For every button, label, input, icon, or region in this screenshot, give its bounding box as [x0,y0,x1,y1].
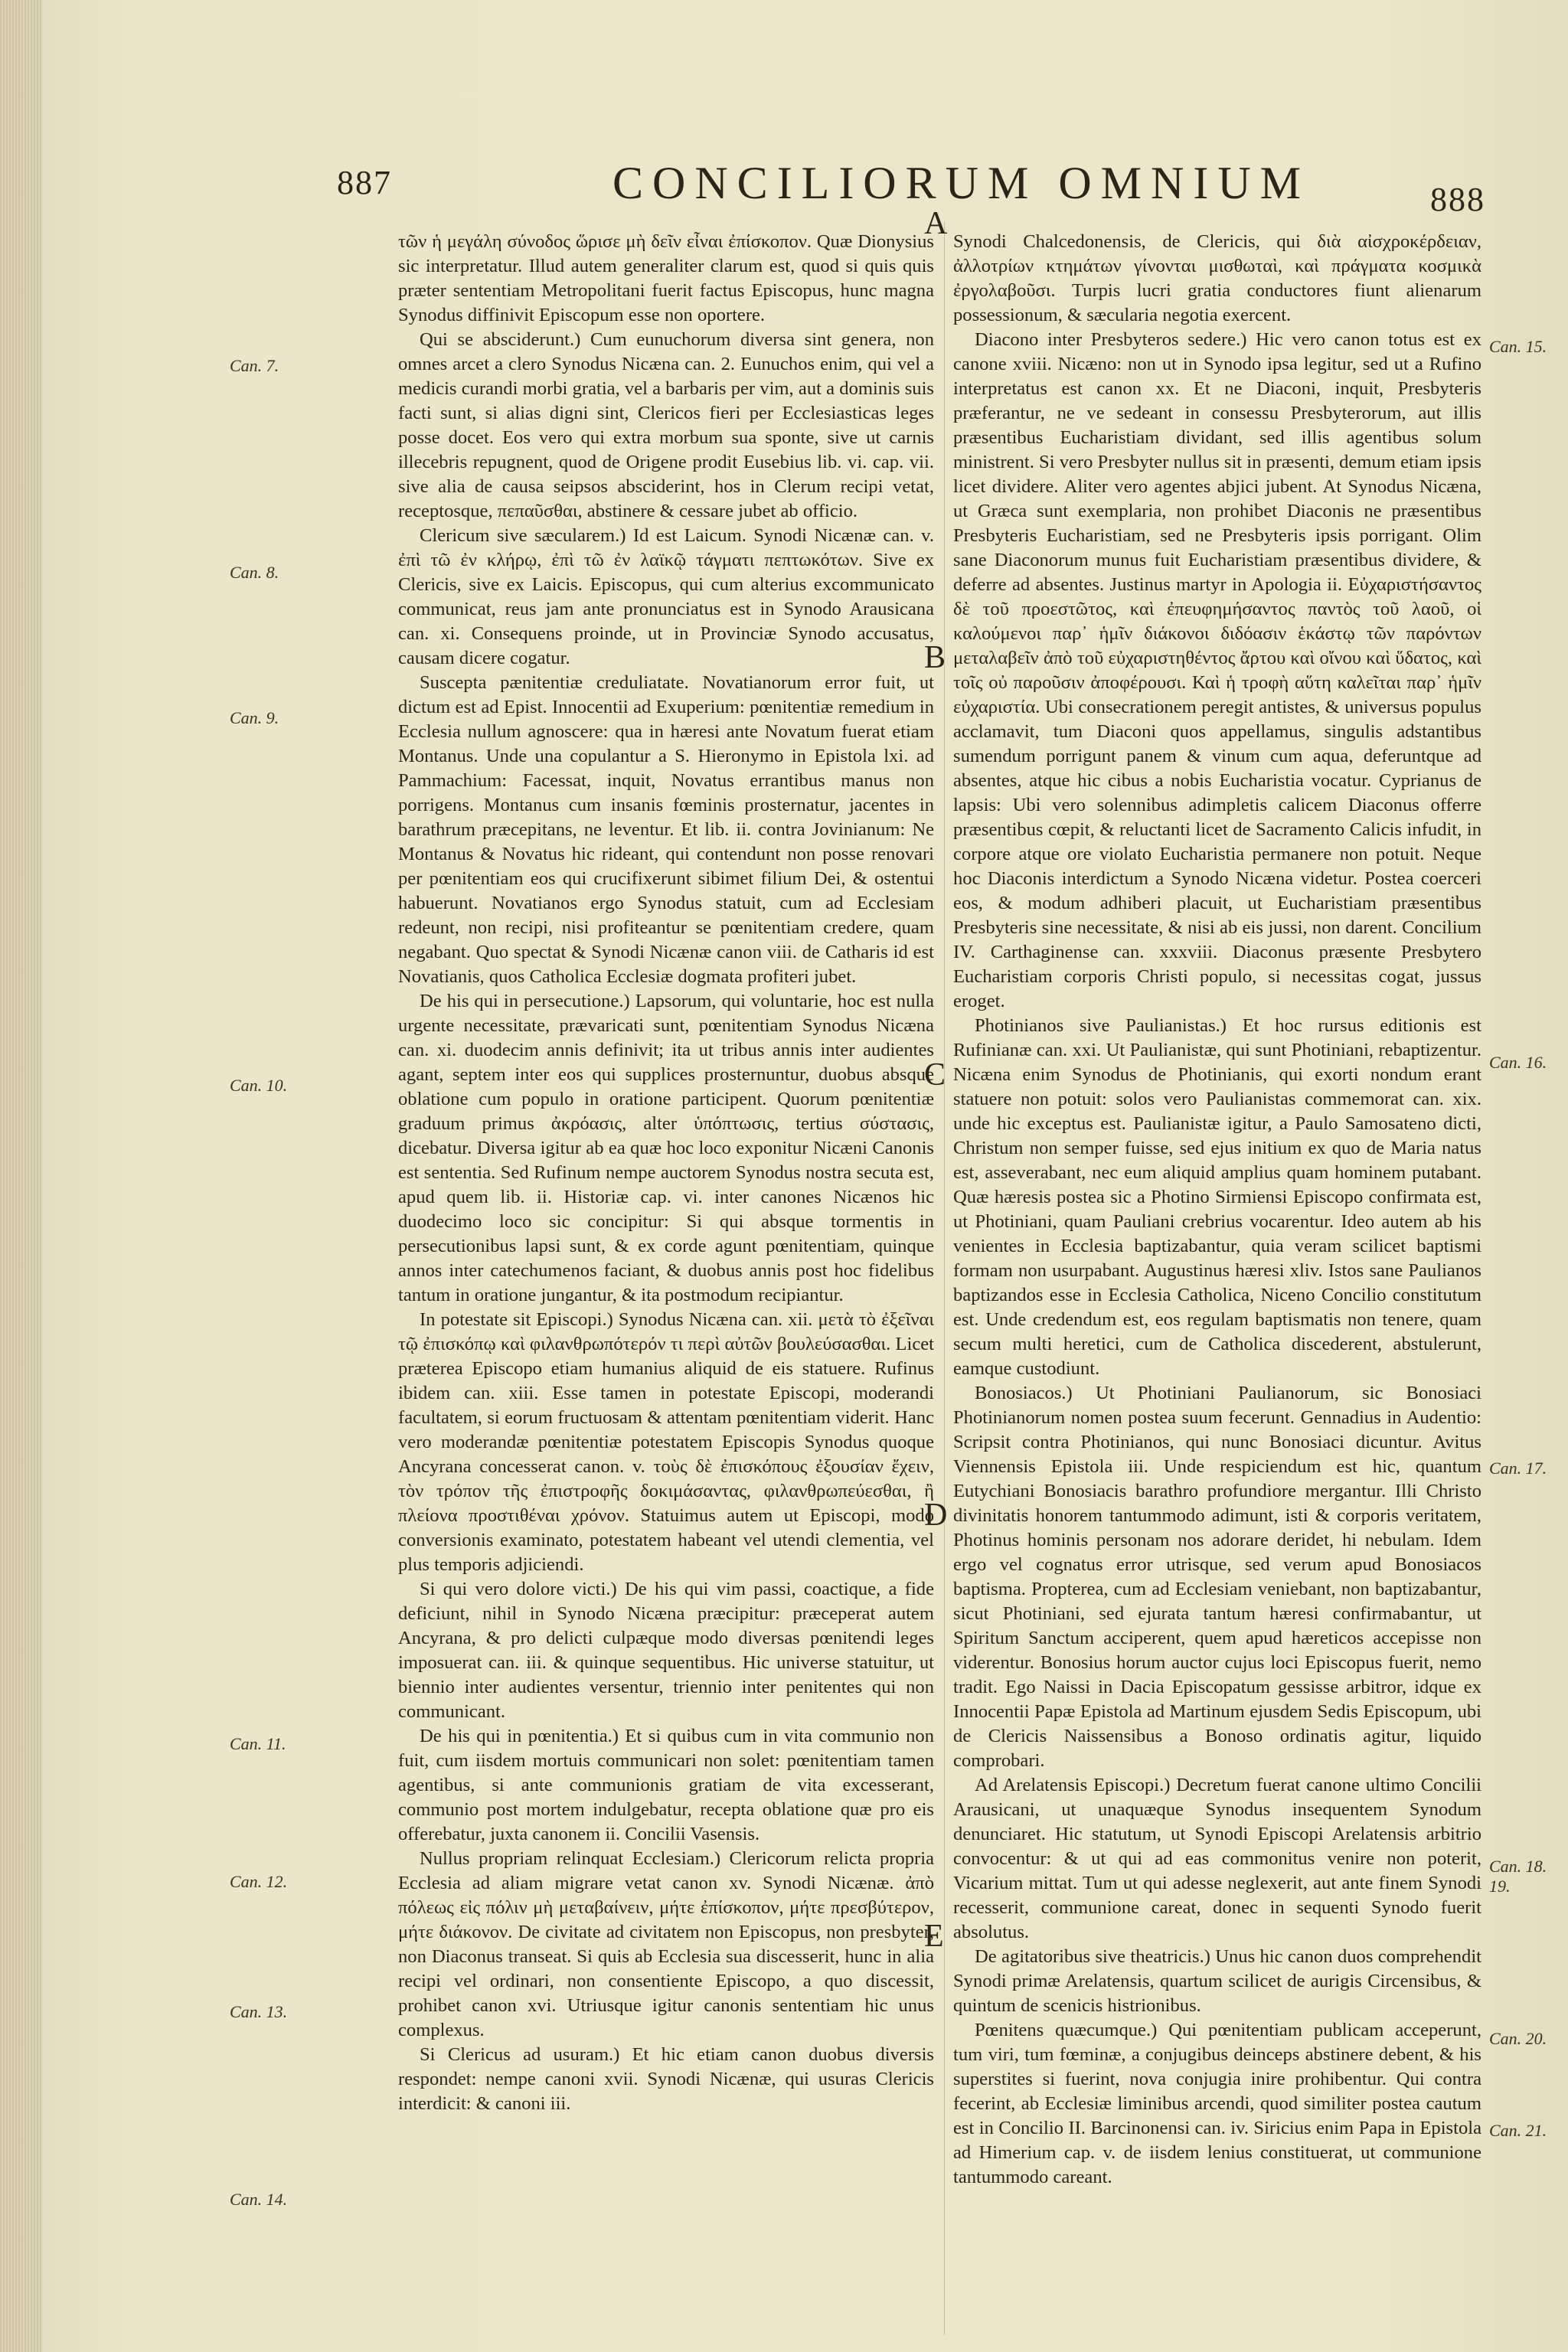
margin-canon-note: Can. 20. [1489,2029,1547,2048]
running-title: CONCILIORUM OMNIUM [612,158,1311,208]
margin-canon-note: Can. 7. [230,356,279,375]
page-stack-edge [0,0,41,2352]
margin-canon-note: Can. 13. [230,2002,288,2021]
paragraph: Pœnitens quæcumque.) Qui pœnitentiam publicam acceperunt, tum viri, tum fœminæ, a conjugibus deinceps abstinere debent, & his superstites si fuerint, nova conjugia inire prohibentur. Qui contra fecerint, ab Ecclesiæ liminibus arcendi, quod similiter postea cautum est in Concilio II. Barcinonensi can. iv. Siricius enim Papa in Epistola ad Himerium cap. v. de iisdem lenius constituerat, ut communione tantummodo careant. [953,2020,1481,2187]
margin-canon-note: Can. 21. [1489,2121,1547,2140]
paragraph: Bonosiacos.) Ut Photiniani Paulianorum, sic Bonosiaci Photinianorum nomen postea suum fecerunt. Gennadius in Audentio: Scripsit contra Photinianos, qui nunc Bonosiaci dicuntur. Avitus Viennensis Epistola iii. Unde respiciendum est hic, quantum Eutychiani Bonosiacis barathro profundiore mergantur. Illi Christo divinitatis honorem tantummodo adimunt, isti & corporis veritatem, Photinus hominis personam nos adorare deridet, hi nebulam. Idem ergo vel cognatus error utrisque, sed verum apud Bonosiacos baptisma. Propterea, cum ad Ecclesiam veniebant, non baptizabantur, sicut Photiniani, sed ejurata tantum hæresi confirmabantur, ut Spiritum Sanctum acciperent, quem apud hæreticos accepisse non viderentur. Bonosius horum auctor cujus loci Episcopus fuerit, nemo tradit. Ego Naissi in Dacia Episcopatum gessisse arbitror, idque ex Innocentii Papæ Epistola ad Martinum ejusdem Sedis Episcopum, ubi de Clericis Naissensibus a Bonoso ordinatis agitur, liquido comprobari. [953,1383,1481,1771]
paragraph: Suscepta pænitentiæ creduliatate. Novatianorum error fuit, ut dictum est ad Epist. Innocentii ad Exuperium: pœnitentiæ remedium in Ecclesia nullum agnoscere: qua in hæresi ante Novatum fuerat etiam Montanus. Unde una copulantur a S. Hieronymo in Epistola lxi. ad Pammachium: Facessat, inquit, Novatus errantibus manus non porrigens. Montanus cum insanis fœminis prosternatur, jacentes in barathrum præcepitans, ne leventur. Et lib. ii. contra Jovinianum: Ne Montanus & Novatus hic rideant, qui contendunt non posse renovari per pœnitentiam eos qui crucifixerunt sibimet filium Dei, & ostentui habuerunt. Novatianos ergo Synodus statuit, cum ad Ecclesiam redeunt, non recipi, nisi profiteantur se pœnitentiam credere, quam negabant. Quo spectat & Synodi Nicænæ canon viii. de Catharis id est Novatianis, quos Catholica Ecclesiæ dogmata profiteri jubet. [398,672,934,987]
margin-canon-note: Can. 11. [230,1734,286,1753]
paragraph: Si qui vero dolore victi.) De his qui vim passi, coactique, a fide deficiunt, nihil in Synodo Nicæna præcipitur: præceperat autem Ancyrana, & pro delicti culpæque modo diversas pœnitendi leges imposuerat can. iii. & quinque sequentibus. Hic universe statuitur, ut biennio inter audientes versentur, triennio inter penitentes qui non communicant. [398,1579,934,1722]
margin-canon-note: Can. 17. [1489,1459,1547,1478]
margin-canon-note: Can. 14. [230,2190,288,2209]
margin-canon-note: Can. 16. [1489,1053,1547,1072]
page-number-left: 887 [337,164,392,201]
margin-canon-note: Can. 18. 19. [1489,1857,1547,1896]
paragraph: Nullus propriam relinquat Ecclesiam.) Clericorum relicta propria Ecclesia ad aliam migrare vetat canon xv. Synodi Nicænæ. ἀπὸ πόλεως εἰς πόλιν μὴ μεταβαίνειν, μήτε ἐπίσκοπον, μήτε πρεσβύτερον, μήτε διάκονον. De civitate ad civitatem non Episcopus, non presbyter, non Diaconus transeat. Si quis ab Ecclesia sua discesserit, hunc in alia recipi vel ordinari, non consentiente Episcopo, a quo discessit, prohibet canon xvi. Utriusque igitur canonis sententiam hic unus complexus. [398,1848,934,2040]
page-number-right: 888 [1430,181,1485,218]
margin-canon-note: Can. 12. [230,1872,288,1891]
margin-canon-note: Can. 10. [230,1076,288,1095]
running-header [337,157,1485,226]
margin-canon-note: Can. 15. [1489,337,1547,356]
paragraph: Clericum sive sæcularem.) Id est Laicum. Synodi Nicænæ can. v. ἐπὶ τῶ ἐν κλήρῳ, ἐπὶ τῶ ἐν λαϊκῷ τάγματι πεπτωκότων. Sive ex Clericis, sive ex Laicis. Episcopus, qui cum alterius excommunicato communicat, reus jam ante pronunciatus est in Synodo Arausicana can. xi. Consequens proinde, ut in Provinciæ Synodo accusatus, causam dicere cogatur. [398,525,934,668]
section-letter: A [924,206,948,241]
paragraph: De his qui in pœnitentia.) Et si quibus cum in vita communio non fuit, cum iisdem mortuis communicari non solet: pœnitentiam tamen agentibus, si ante communionis gratiam de vita excesserant, communio post mortem indulgebatur, recepta oblatione quæ pro eis offerebatur, juxta canonem ii. Concilii Vasensis. [398,1726,934,1844]
paragraph: Diacono inter Presbyteros sedere.) Hic vero canon totus est ex canone xviii. Nicæno: non ut in Synodo ipsa legitur, sed ut a Rufino interpretatus est canon xx. Et ne Diaconi, inquit, Presbyteris præferantur, ne ve sedeant in consessu Presbyterorum, aut illis præsentibus Eucharistiam dividant, sed illis agentibus solum ministrent. Si vero Presbyter nullus sit in præsenti, demum etiam ipsis licet dividere. Aliter vero agentes abjici jubent. At Synodus Nicæna, ut Græca sunt exemplaria, non prohibet Diaconis ne præsentibus Presbyteris Eucharistiam, sed ne Presbyteris ipsis porrigant. Olim sane Diaconorum munus fuit Eucharistiam præsentibus dividere, & deferre ad absentes. Justinus martyr in Apologia ii. Εὐχαριστήσαντος δὲ τοῦ προεστῶτος, καὶ ἐπευφημήσαντος παντὸς τοῦ λαοῦ, οἱ καλούμενοι παρ᾽ ἡμῖν διάκονοι διδόασιν ἑκάστῳ τῶν παρόντων μεταλαβεῖν ἀπὸ τοῦ εὐχαριστηθέντος ἄρτου καὶ οἴνου καὶ ὕδατος, καὶ τοῖς οὐ παροῦσιν ἀποφέρουσι. Καὶ ἡ τροφὴ αὕτη καλεῖται παρ᾽ ἡμῖν εὐχαριστία. Ubi consecrationem peregit antistes, & universus populus acclamavit, tum Diaconi quos appellamus, singulis adstantibus sumendum porrigunt panem & vinum cum aqua, deferuntque ad absentes, atque hic cibus a nobis Eucharistia vocatur. Cyprianus de lapsis: Ubi vero solennibus adimpletis calicem Diaconus offerre præsentibus cœpit, & reluctanti licet de Sacramento Calicis infudit, in corpore atque ore violato Eucharistia permanere non potuit. Neque hoc Diaconis interdictum a Synodo Nicæna videtur. Postea coerceri eos, & modum adhiberi placuit, ut Eucharistiam præsentibus Presbyteris sine necessitate, & nisi ab eis jussi, non darent. Concilium IV. Carthaginense can. xxxviii. Diaconus præsente Presbytero Eucharistiam corporis Christi populo, si necessitas cogat, jussus eroget. [953,329,1481,1011]
paragraph: Synodi Chalcedonensis, de Clericis, qui διὰ αἰσχροκέρδειαν, ἀλλοτρίων κτημάτων γίνονται μισθωταὶ, καὶ πράγματα κοσμικὰ ἐργολαβοῦσι. Turpis lucri gratia conductores fiunt alienarum possessionum, & sæcularia negotia exercent. [953,231,1481,325]
paragraph: De his qui in persecutione.) Lapsorum, qui voluntarie, hoc est nulla urgente necessitate, prævaricati sunt, pœnitentiam Synodus Nicæna can. xi. duodecim annis definivit; ita ut tribus annis inter audientes agant, septem inter eos qui supplices prosternuntur, duobus absque oblatione cum populo in oratione participent. Quorum pœnitentiæ graduum primus ἀκρόασις, alter ὑπόπτωσις, tertius σύστασις, dicebatur. Diversa igitur ab ea quæ hoc loco exponitur Nicæni Canonis est sententia. Sed Rufinum nempe auctorem Synodus nostra secuta est, apud quem lib. ii. Historiæ cap. vi. inter canones Nicænos hic duodecimo loco sic concipitur: Si qui absque tormentis in persecutionibus lapsi sunt, & ex corde agunt pœnitentiam, quinque annos inter catechumenos faciant, & duobus annis post hoc fidelibus tantum in oratione jungantur, & ita postmodum recipiantur. [398,991,934,1305]
paragraph: Photinianos sive Paulianistas.) Et hoc rursus editionis est Rufinianæ can. xxi. Ut Paulianistæ, qui sunt Photiniani, rebaptizentur. Nicæna enim Synodus de Photinianis, qui exorti nondum erant statuere non potuit: solos vero Paulianistas commemorat can. xix. unde hic exceptus est. Paulianistæ igitur, a Paulo Samosateno dicti, Christum non semper fuisse, sed ejus initium ex quo de Maria natus est, asseverabant, nec eum aliquid amplius quam hominem putabant. Quæ hæresis postea sic a Photino Sirmiensi Episcopo confirmata est, ut Photiniani, quam Pauliani crebrius vocarentur. Ideo autem ab his venientes in Ecclesia baptizabantur, quia veram scilicet baptismi formam non usurpabant. Augustinus hæresi xliv. Istos sane Paulianos baptizandos esse in Ecclesia Catholica, Niceno Concilio constitutum est. Unde credendum est, eos regulam baptismatis non tenere, quam secum multi heretici, cum de Catholica discederent, abstulerunt, eamque custodiunt. [953,1015,1481,1379]
paragraph: Si Clericus ad usuram.) Et hic etiam canon duobus diversis respondet: nempe canoni xvii. Synodi Nicænæ, qui usuras Clericis interdicit: & canoni iii. [398,2044,934,2114]
paragraph: Ad Arelatensis Episcopi.) Decretum fuerat canone ultimo Concilii Arausicani, ut unaquæque Synodus insequentem Synodum denunciaret. Hic statutum, ut Synodi Episcopi Arelatensis arbitrio convocentur: & ut qui ad eas commonitus venire non poterit, Vicarium mittat. Tum ut qui adesse neglexerit, aut ante finem Synodi recesserit, communione careat, donec in sequenti Synodo fuerit absolutus. [953,1775,1481,1942]
left-text-column [398,230,934,2343]
section-letter: D [924,1498,948,1533]
paragraph: De agitatoribus sive theatricis.) Unus hic canon duos comprehendit Synodi primæ Arelatensis, quartum scilicet de aurigis Circensibus, & quintum de scenicis histrionibus. [953,1946,1481,2016]
paragraph: Qui se absciderunt.) Cum eunuchorum diversa sint genera, non omnes arcet a clero Synodus Nicæna can. 2. Eunuchos enim, qui vel a medicis curandi morbi gratia, vel a barbaris per vim, aut a dominis suis facti sunt, si alias digni sint, Clericos fieri per Ecclesiasticas leges posse docet. Eos vero qui extra morbum sua sponte, sive ut carnis illecebris repugnent, quod de Origene prodit Eusebius lib. vi. cap. vii. sive alia de causa seipsos absciderint, hos in Clerum recipi vetat, receptosque, πεπαῦσθαι, abstinere & cessare jubet ab officio. [398,329,934,521]
paragraph: In potestate sit Episcopi.) Synodus Nicæna can. xii. μετὰ τὸ ἐξεῖναι τῷ ἐπισκόπῳ καὶ φιλανθρωπότερόν τι περὶ αὐτῶν βουλεύσασθαι. Licet præterea Episcopo etiam humanius aliquid de eis statuere. Rufinus ibidem can. xiii. Esse tamen in potestate Episcopi, moderandi facultatem, si eorum fructuosam & attentam pœnitentiam viderit. Hanc vero moderandæ pœnitentiæ potestatem Episcopis Synodus quoque Ancyrana concesserat canon. v. τοὺς δὲ ἐπισκόπους ἐξουσίαν ἔχειν, τὸν τρόπον τῆς ἐπιστροφῆς δοκιμάσαντας, φιλανθρωπεύεσθαι, ἢ πλείονα προστιθέναι χρόνον. Statuimus autem ut Episcopi, modo conversionis examinato, potestatem habeant vel utendi clementia, vel plus temporis adjiciendi. [398,1309,934,1575]
margin-canon-note: Can. 9. [230,708,279,727]
margin-canon-note: Can. 8. [230,563,279,582]
section-letter: C [924,1057,946,1093]
section-letter: E [924,1919,944,1954]
section-letter: B [924,640,946,675]
paragraph: τῶν ἡ μεγάλη σύνοδος ὥρισε μὴ δεῖν εἶναι ἐπίσκοπον. Quæ Dionysius sic interpretatur. Illud autem generaliter clarum est, quod si quis quis præter sententiam Metropolitani fuerit factus Episcopus, hunc magna Synodus diffinivit Episcopum esse non oportere. [398,231,934,325]
column-divider [944,222,945,2335]
right-text-column [953,230,1481,2343]
